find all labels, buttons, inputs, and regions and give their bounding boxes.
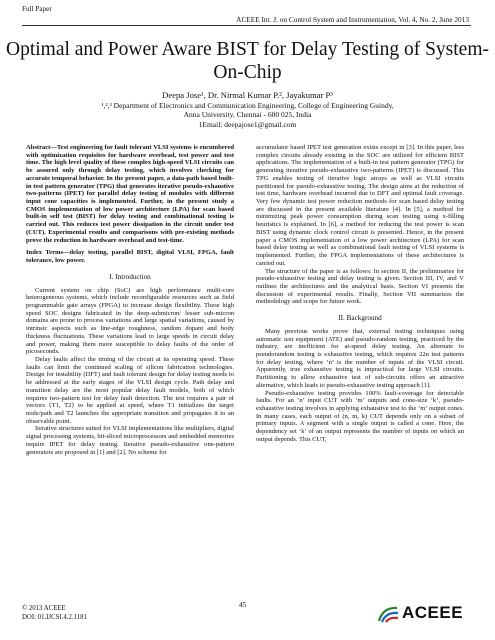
footer-info <box>22 604 87 622</box>
aceee-logo <box>377 604 473 624</box>
paragraph: Delay faults affect the timing of the circuit at its operating speed. These faults can limit the continued scaling of silicon fabrication technologies. Design for testability (DFT) and fault tolerant design for delay testing needs to be addressed at the early stages of the VLSI design cycle. Path delay and transition delay are the most popular delay fault models, both of which requires two-pattern test for delay fault detection. The test requires a pair of vectors {T1, T2} to be applied at speed, where T1 initializes the target node/path and T2 launches the appropriate transition and propagates it to an observable point. <box>26 355 234 425</box>
section-heading-background: II. Background <box>338 314 382 323</box>
section-heading-introduction: I. Introduction <box>109 272 151 281</box>
aceee-logo-icon <box>377 605 399 623</box>
doi: DOI: 01.IJCSI.4.2.1181 <box>22 614 87 621</box>
paragraph: Pseudo-exhaustive testing provides 100% fault-coverage for detectable faults. For an ‘n’ input CUT with ‘m’ outputs and cone-size ‘k’, pseudo-exhaustive testing involves in applying exhaustive test to the ‘m’ output cones. In many cases, each output of (n, m, k) CUT depends only on a subset of primary inputs. A segment with a single output is called a cone. Here, the dependency set ‘k’ of an output represents the number of inputs on which an output depends. This CUT, <box>256 389 464 443</box>
affiliation-line-2: Anna University, Chennai - 600 025, India <box>183 110 312 120</box>
abstract: Abstract—Test engineering for fault tolerant VLSI systems is encumbered with optimization requisites for hardware overhead, test power and test time. The high level quality of these complex high-speed VLSI circuits can be assured only through delay testing, which involves checking for accurate temporal behavior. In the present paper, a data-path based built-in test pattern generator (TPG) that generates iterative pseudo-exhaustive two-patterns (IPET) for parallel delay testing of modules with different input cone capacities is implemented. Further, in the present study a CMOS implementation of low power architecture (LPA) for scan based built-in self test (BIST) for delay testing and combinational testing is carried out. This reduces test power dissipation in the circuit under test (CUT). Experimental results and comparisons with pre-existing methods prove the reduction in hardware overhead and test-time. <box>26 144 234 244</box>
copyright: © 2013 ACEEE <box>22 605 66 612</box>
paragraph: Current system on chip (SoC) are high performance multi-core heterogeneous systems, which include reconfigurable resources such as field programmable gate arrays (FPGA) to increase design flexibility. These high speed SOC designs fabricated in the deep-submicron/ lesser sub-micron domains are prone to process variations and large spatial variations, caused by intrinsic aspects such as line-edge roughness, random dopant and body thickness fluctuations. These variations lead to large speeds in circuit delay and power, making them more susceptible to delay faults of the order of picoseconds. <box>26 286 234 356</box>
paragraph: accumulator based IPET test generation exists except in [3]. In this paper, less complex circuits already existing in the SOC are utilized for efficient BIST applications. The implementation of a built-in test pattern generator (TPG) for generating iterative pseudo-exhaustive two-patterns (IPET) is discussed. This TPG enables testing of iterative logic arrays as well as VLSI circuits partitioned for pseudo-exhaustive testing. The design aims at the reduction of test time, hardware overhead incurred due to DFT and optimal fault coverage. Very few dynamic test power reduction methods for scan based delay testing are discussed in the present available literature [4]. In [5], a method for minimizing peak power consumption during scan testing using x-filling heuristics is explained. In [6], a method for reducing the test power is scan BIST using dynamic clock control circuit is presented. Hence, in the present paper a CMOS implementation of a low power architecture (LPA) for scan based delay testing as well as combinational fault testing of VLSI systems is implemented. Further, the FPGA implementations of these architectures is carried out. <box>256 144 464 267</box>
affiliation-line-3: 1Email: deepajose1@gmail.com <box>198 119 297 129</box>
affiliation-line-1: ¹,²,³ Department of Electronics and Communication Engineering, College of Engineering Guindy, <box>101 101 394 110</box>
header-rule <box>22 25 471 26</box>
page-number: 45 <box>239 601 247 609</box>
full-paper-label: Full Paper <box>22 5 52 13</box>
journal-header: ACEEE Int. J. on Control System and Instrumentation, Vol. 4, No. 2, June 2013 <box>236 15 469 24</box>
index-terms: Index Terms—delay testing, parallel BIST, digital VLSI, FPGA, fault tolerance, low power. <box>26 249 234 265</box>
affiliation <box>30 101 465 129</box>
right-column <box>256 144 464 444</box>
aceee-logo-text: ACEEE <box>402 603 464 622</box>
paragraph: The structure of the paper is as follows: In section II, the preliminaries for pseudo-exhaustive testing and delay testing is given. Section III, IV, and V outlines the architectures and the analytical basis. Section VI presents the discussion of experimental results. Finally, Section VII summarizes the methodology and scope for future work. <box>256 267 464 306</box>
authors: Deepa Jose¹, Dr. Nirmal Kumar P.², Jayakumar P³ <box>162 90 333 100</box>
paragraph: Iterative structures suited for VLSI implementations like multipliers, digital signal processing systems, bit-sliced microprocessors and embedded memories require IPET for delay testing. Iterative pseudo-exhaustive one-pattern generators are proposed in [1] and [2]. No scheme for <box>26 425 234 456</box>
left-column <box>26 144 234 456</box>
paper-title: Optimal and Power Aware BIST for Delay Testing of System-On-Chip <box>5 39 489 83</box>
paragraph: Many previous works prove that, external testing techniques using automatic test equipment (ATE) and pseudo-random testing, practiced by the industry, are inefficient for at-speed delay testing. An alternate to pseudorandom testing is exhaustive testing, which requires 22n test patterns for delay testing, where ‘n’ is the number of inputs of the VLSI circuit. Apparently, true exhaustive testing is impractical for large VLSI circuits. Partitioning to allow exhaustive test of sub-circuits offers an attractive alternative, which leads to pseudo-exhaustive testing approach [1]. <box>256 327 464 389</box>
